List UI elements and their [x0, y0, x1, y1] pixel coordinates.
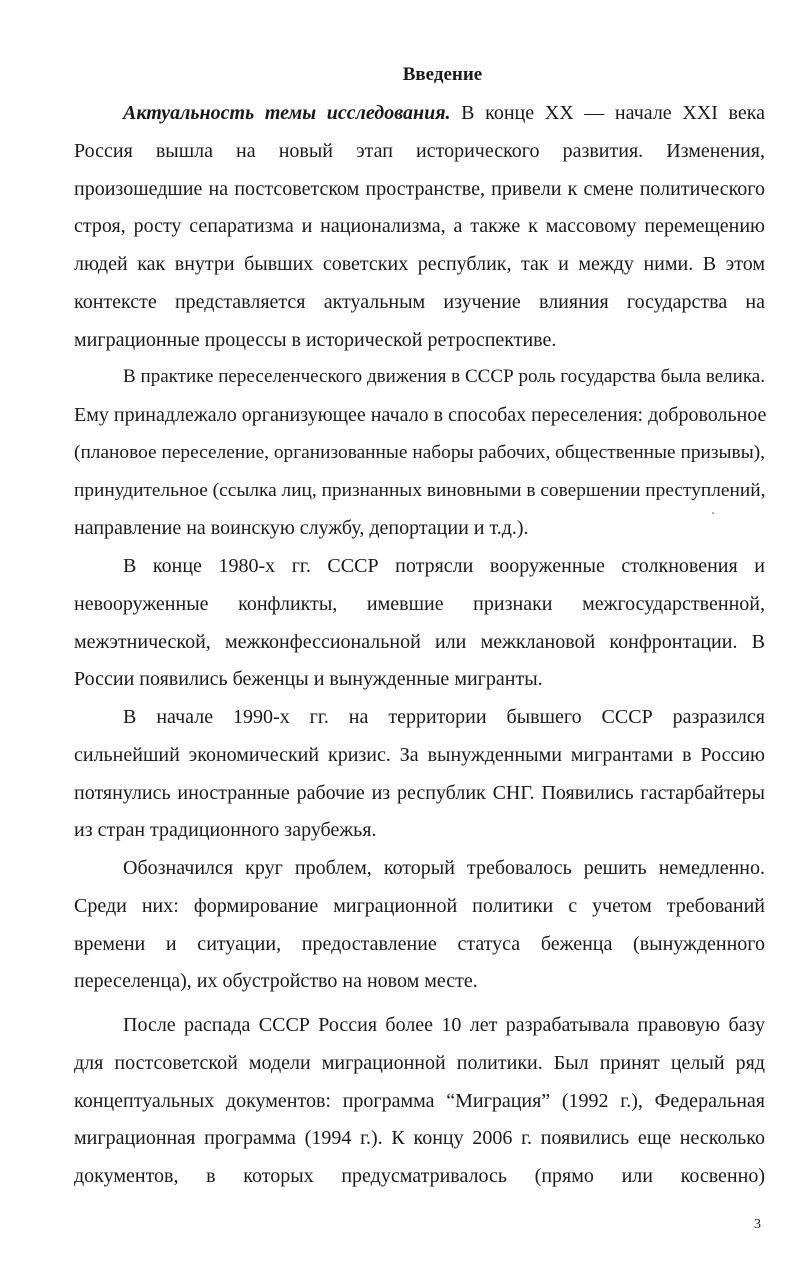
text-line: В конце 1980-х гг. СССР потрясли вооруженные столкновения и: [123, 555, 765, 577]
text-line: для постсоветской модели миграционной политики. Был принят целый ряд: [74, 1052, 765, 1074]
text-line: России появились беженцы и вынужденные мигранты.: [74, 668, 543, 690]
text-line: [123, 100, 765, 126]
page-title: Введение: [402, 64, 483, 85]
text-line: миграционные процессы в исторической ретроспективе.: [74, 329, 557, 351]
text-line: из стран традиционного зарубежья.: [74, 819, 377, 841]
text-line: концептуальных документов: программа “Миграция” (1992 г.), Федеральная: [74, 1090, 765, 1112]
text-line: строя, росту сепаратизма и национализма, а также к массовому перемещению: [74, 215, 765, 237]
text-line: В практике переселенческого движения в СССР роль государства была велика.: [123, 366, 765, 387]
text-line: (плановое переселение, организованные наборы рабочих, общественные призывы),: [74, 442, 765, 463]
text-line: невооруженные конфликты, имевшие признаки межгосударственной,: [74, 593, 765, 615]
text-line: Обозначился круг проблем, который требовалось решить немедленно.: [123, 857, 765, 879]
text-line: направление на воинскую службу, депортации и т.д.).: [74, 517, 529, 539]
scan-speck: [712, 512, 714, 514]
lead-phrase: Актуальность темы исследования.: [123, 102, 451, 124]
text-line: В начале 1990-х гг. на территории бывшего СССР разразился: [123, 706, 765, 728]
text-line: миграционная программа (1994 г.). К концу 2006 г. появились еще несколько: [74, 1127, 765, 1149]
text-line: сильнейший экономический кризис. За вынужденными мигрантами в Россию: [74, 744, 765, 766]
text-line: произошедшие на постсоветском пространстве, привели к смене политического: [74, 178, 765, 200]
text-line: переселенца), их обустройство на новом месте.: [74, 970, 478, 992]
text-line: Россия вышла на новый этап исторического развития. Изменения,: [74, 140, 765, 162]
text-line: времени и ситуации, предоставление статуса беженца (вынужденного: [74, 933, 765, 955]
text-line: людей как внутри бывших советских республик, так и между ними. В этом: [74, 253, 765, 275]
text-line: потянулись иностранные рабочие из республик СНГ. Появились гастарбайтеры: [74, 782, 765, 804]
text-line: контексте представляется актуальным изучение влияния государства на: [74, 291, 765, 313]
text-line: Среди них: формирование миграционной политики с учетом требований: [74, 895, 765, 917]
text-line: межэтнической, межконфессиональной или межклановой конфронтации. В: [74, 631, 765, 653]
text-line: документов, в которых предусматривалось (прямо или косвенно): [74, 1165, 765, 1187]
page-number: 3: [754, 1217, 761, 1232]
line-text: В конце XX — начале XXI века: [450, 102, 766, 124]
text-line: Ему принадлежало организующее начало в способах переселения: добровольное: [74, 404, 767, 426]
text-line: принудительное (ссылка лиц, признанных виновными в совершении преступлений,: [74, 480, 766, 501]
text-line: После распада СССР Россия более 10 лет разрабатывала правовую базу: [123, 1014, 765, 1036]
